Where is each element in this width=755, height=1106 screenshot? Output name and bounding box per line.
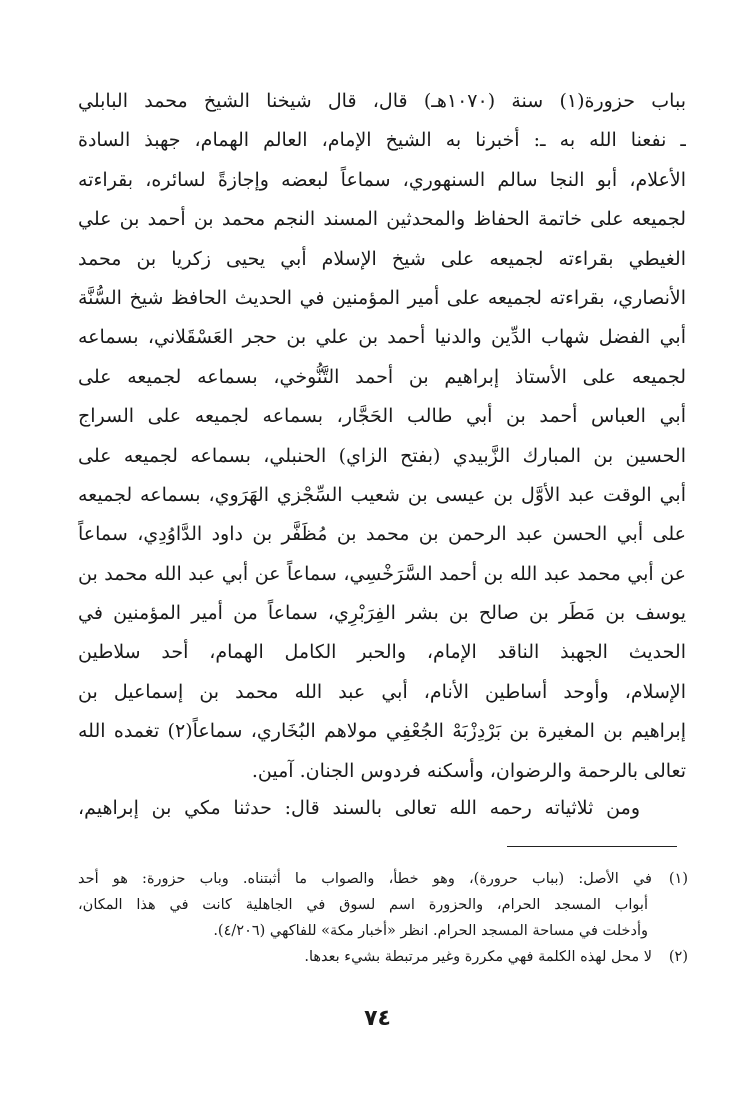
footnote-2-line — [78, 944, 688, 970]
text-line: الحديث الجهبذ الناقد الإمام، والحبر الكامل الهمام، أحد سلاطين — [78, 641, 686, 664]
footnote-text: لا محل لهذه الكلمة فهي مكررة وغير مرتبطة بشيء بعدها. — [304, 949, 652, 965]
footnote-divider — [507, 846, 677, 847]
footnote-text: في الأصل: (بباب حرورة)، وهو خطأ، والصواب ما أثبتناه. وباب حزورة: هو أحد — [78, 871, 652, 887]
text-line: الحسين بن المبارك الزَّبيدي (بفتح الزاي) الحنبلي، بسماعه لجميعه على — [78, 444, 686, 467]
text-line: الغيطي بقراءته لجميعه على شيخ الإسلام أبي يحيى زكريا بن محمد — [78, 247, 686, 270]
text-line: الأعلام، أبو النجا سالم السنهوري، سماعاً لبعضه وإجازةً لسائره، بقراءته — [78, 168, 686, 191]
text-line: لجميعه على الأستاذ إبراهيم بن أحمد التَّنُّوخي، بسماعه لجميعه على — [78, 365, 686, 388]
footnote-number: (٢) — [668, 949, 688, 965]
second-paragraph: ومن ثلاثياته رحمه الله تعالى بالسند قال: حدثنا مكي بن إبراهيم، — [78, 797, 640, 819]
text-line: يوسف بن مَطَر بن صالح بن بشر الفِرَبْرِي، سماعاً من أمير المؤمنين في — [78, 602, 686, 625]
footnote-1-line: وأدخلت في مساحة المسجد الحرام. انظر «أخبار مكة» للفاكهي (٤/٢٠٦). — [213, 923, 648, 939]
text-line: ـ نفعنا الله به ـ: أخبرنا به الشيخ الإمام، العالم الهمام، جهبذ السادة — [78, 129, 686, 152]
footnote-1-line — [78, 866, 688, 892]
text-line: أبي الفضل شهاب الدِّين والدنيا أحمد بن علي بن حجر العَسْقَلاني، بسماعه — [78, 326, 686, 349]
text-line: أبي الوقت عبد الأوَّل بن عيسى بن شعيب السِّجْزي الهَرَوي، بسماعه لجميعه — [78, 483, 686, 506]
text-line: على أبي الحسن عبد الرحمن بن محمد بن مُظَفَّر بن داود الدَّاوُدِي، سماعاً — [78, 523, 686, 546]
text-line: الإسلام، وأوحد أساطين الأنام، أبي عبد الله محمد بن إسماعيل بن — [78, 680, 686, 703]
text-line: الأنصاري، بقراءته لجميعه على أمير المؤمنين في الحديث الحافظ شيخ السُّنَّة — [78, 286, 686, 309]
text-line: لجميعه على خاتمة الحفاظ والمحدثين المسند النجم محمد بن أحمد بن علي — [78, 208, 686, 231]
main-text — [78, 82, 686, 791]
footnote-number: (١) — [668, 871, 688, 887]
text-line: بباب حزورة(١) سنة (١٠٧٠هـ) قال، قال شيخنا الشيخ محمد البابلي — [78, 90, 686, 112]
text-line: إبراهيم بن المغيرة بن بَرْدِزْبَهْ الجُعْفِي مولاهم البُخَاري، سماعاً(٢) تغمده الله — [78, 720, 686, 743]
page-number: ٧٤ — [364, 1006, 391, 1031]
text-line: أبي العباس أحمد بن أبي طالب الحَجَّار، بسماعه لجميعه على السراج — [78, 405, 686, 428]
footnotes — [78, 866, 688, 970]
text-line: عن أبي محمد عبد الله بن أحمد السَّرَخْسِي، سماعاً عن أبي عبد الله محمد بن — [78, 562, 686, 585]
text-line: تعالى بالرحمة والرضوان، وأسكنه فردوس الجنان. آمين. — [251, 759, 686, 782]
footnote-1-line: أبواب المسجد الحرام، والحزورة اسم لسوق في الجاهلية كانت في هذا المكان، — [78, 897, 648, 913]
